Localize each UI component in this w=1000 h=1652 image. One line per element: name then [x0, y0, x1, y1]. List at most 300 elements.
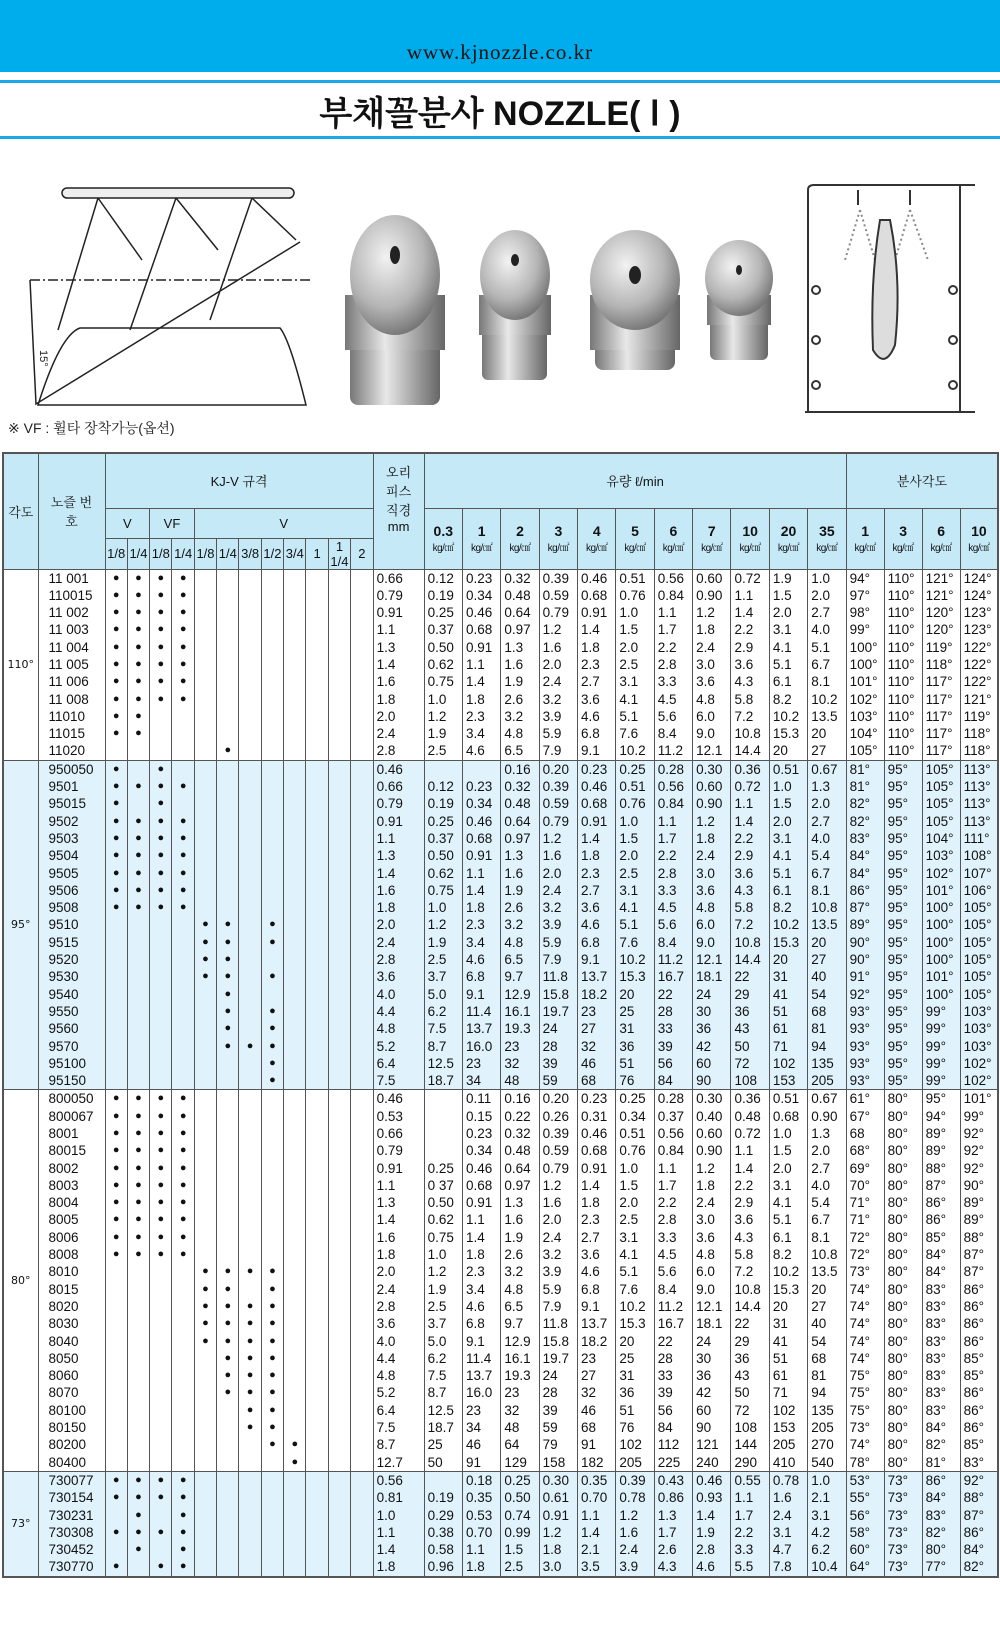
orifice-diameter: 0.91 [373, 813, 424, 830]
flow-value: 11.8 [539, 968, 577, 985]
available-dot: ● [105, 778, 127, 795]
spray-angle-value: 105° [846, 742, 884, 760]
size-cell [239, 1177, 261, 1194]
flow-value: 32 [578, 1038, 616, 1055]
flow-value: 2.8 [654, 865, 692, 882]
size-cell [351, 760, 373, 778]
orifice-diameter: 7.5 [373, 1419, 424, 1436]
flow-value: 43 [731, 1020, 769, 1037]
spray-angle-value: 86° [960, 1298, 998, 1315]
available-dot: ● [261, 1298, 283, 1315]
table-row [3, 621, 998, 638]
spray-angle-value: 105° [960, 916, 998, 933]
size-cell [194, 621, 216, 638]
flow-value: 3.9 [616, 1558, 654, 1576]
size-cell [239, 621, 261, 638]
table-row [3, 1108, 998, 1125]
size-cell [261, 1142, 283, 1159]
size-cell [328, 760, 350, 778]
size-cell [306, 569, 328, 587]
flow-value: 51 [769, 1350, 807, 1367]
flow-value: 10.4 [808, 1558, 846, 1576]
spray-angle-value: 84° [922, 1246, 960, 1263]
size-cell [306, 1160, 328, 1177]
nozzle-number: 9508 [38, 899, 105, 916]
spray-angle-value: 119° [922, 639, 960, 656]
spray-angle-value: 113° [960, 813, 998, 830]
size-cell [351, 1177, 373, 1194]
table-row [3, 760, 998, 778]
table-row [3, 1020, 998, 1037]
size-cell [261, 1211, 283, 1228]
flow-value: 0.62 [424, 865, 462, 882]
flow-value: 9.7 [501, 1315, 539, 1332]
flow-value: 0.37 [424, 621, 462, 638]
flow-value: 2.2 [654, 639, 692, 656]
size-cell [306, 1246, 328, 1263]
flow-value: 102 [616, 1436, 654, 1453]
size-cell [217, 847, 239, 864]
size-cell [172, 1367, 194, 1384]
flow-value: 0.60 [693, 778, 731, 795]
flow-value: 6.8 [578, 934, 616, 951]
available-dot: ● [105, 1125, 127, 1142]
table-row [3, 708, 998, 725]
flow-value: 1.6 [501, 1211, 539, 1228]
size-cell [239, 1003, 261, 1020]
flow-value: 2.4 [539, 882, 577, 899]
flow-value: 0.48 [501, 795, 539, 812]
table-row [3, 1072, 998, 1090]
flow-value: 18.7 [424, 1072, 462, 1090]
available-dot: ● [105, 760, 127, 778]
flow-value: 0.76 [616, 1142, 654, 1159]
size-cell [328, 1090, 350, 1108]
size-cell [351, 830, 373, 847]
flow-value: 0.30 [693, 760, 731, 778]
available-dot: ● [105, 1524, 127, 1541]
spray-angle-value: 71° [846, 1194, 884, 1211]
flow-value: 10.8 [731, 725, 769, 742]
size-cell [261, 1489, 283, 1506]
size-cell [239, 1524, 261, 1541]
spray-angle-value: 119° [960, 708, 998, 725]
size-cell [150, 1298, 172, 1315]
spray-angle-value: 102° [960, 1055, 998, 1072]
available-dot: ● [127, 587, 149, 604]
flow-value: 0.97 [501, 1177, 539, 1194]
size-cell [351, 1072, 373, 1090]
size-cell [261, 621, 283, 638]
spray-angle-value: 74° [846, 1333, 884, 1350]
size-cell [105, 986, 127, 1003]
spray-angle-value: 105° [922, 760, 960, 778]
spray-angle-value: 72° [846, 1229, 884, 1246]
flow-value: 1.5 [616, 1177, 654, 1194]
available-dot: ● [261, 1072, 283, 1090]
size-cell [351, 1350, 373, 1367]
size-cell [328, 639, 350, 656]
available-dot: ● [150, 604, 172, 621]
flow-value: 29 [731, 1333, 769, 1350]
spray-angle-value: 110° [884, 691, 922, 708]
size-cell [239, 691, 261, 708]
flow-value: 0.91 [462, 1194, 500, 1211]
flow-value: 34 [462, 1072, 500, 1090]
size-cell [194, 639, 216, 656]
flow-value: 0.12 [424, 569, 462, 587]
spray-angle-value: 88° [922, 1160, 960, 1177]
spray-angle-value: 85° [922, 1229, 960, 1246]
size-cell [127, 1263, 149, 1280]
size-cell [217, 1507, 239, 1524]
size-cell [239, 1090, 261, 1108]
size-cell [328, 1055, 350, 1072]
size-cell [328, 847, 350, 864]
size-cell [306, 882, 328, 899]
flow-value: 0.36 [731, 1090, 769, 1108]
spray-angle-value: 95° [884, 795, 922, 812]
flow-value: 1.7 [654, 1524, 692, 1541]
flow-value: 144 [731, 1436, 769, 1453]
spray-angle-value: 95° [884, 934, 922, 951]
flow-value: 0.34 [462, 1142, 500, 1159]
nozzle-number: 80015 [38, 1142, 105, 1159]
size-cell [284, 1298, 306, 1315]
flow-value: 2.5 [424, 742, 462, 760]
flow-value: 13.7 [462, 1367, 500, 1384]
flow-value: 18.1 [693, 1315, 731, 1332]
spray-angle-value: 83° [922, 1384, 960, 1401]
size-cell [105, 1367, 127, 1384]
available-dot: ● [150, 621, 172, 638]
flow-value: 0.32 [501, 778, 539, 795]
flow-value: 0.30 [693, 1090, 731, 1108]
website-url: www.kjnozzle.co.kr [406, 40, 594, 64]
size-cell [261, 1246, 283, 1263]
available-dot: ● [105, 1142, 127, 1159]
flow-value: 1.0 [424, 899, 462, 916]
flow-value: 0.50 [424, 639, 462, 656]
flow-value: 2.4 [693, 847, 731, 864]
available-dot: ● [105, 1229, 127, 1246]
orifice-diameter: 7.5 [373, 1072, 424, 1090]
flow-value: 3.6 [731, 656, 769, 673]
flow-value: 1.6 [769, 1489, 807, 1506]
spray-angle-value: 86° [960, 1384, 998, 1401]
flow-value: 32 [501, 1402, 539, 1419]
flow-value: 22 [654, 1333, 692, 1350]
size-cell [239, 725, 261, 742]
flow-value: 0.36 [731, 760, 769, 778]
spray-angle-value: 122° [960, 639, 998, 656]
flow-pressure-header [501, 508, 539, 569]
size-cell [328, 587, 350, 604]
size-cell [328, 882, 350, 899]
flow-value: 2.9 [731, 639, 769, 656]
size-cell [194, 1090, 216, 1108]
size-cell [328, 1524, 350, 1541]
header-nozzle-number: 노즐 번호 [38, 453, 105, 569]
size-cell [306, 1384, 328, 1401]
size-cell [306, 1367, 328, 1384]
spray-angle-value: 73° [884, 1471, 922, 1489]
size-cell [351, 673, 373, 690]
flow-value: 19.7 [539, 1003, 577, 1020]
size-cell [351, 1090, 373, 1108]
flow-value: 28 [654, 1003, 692, 1020]
flow-value: 5.0 [424, 1333, 462, 1350]
pressure-value: 10 [971, 523, 987, 539]
spray-angle-value: 118° [960, 742, 998, 760]
flow-value: 34 [462, 1419, 500, 1436]
flow-value: 2.2 [731, 1524, 769, 1541]
flow-value: 4.6 [462, 951, 500, 968]
spray-angle-value: 99° [922, 1055, 960, 1072]
flow-value: 2.0 [616, 847, 654, 864]
flow-value: 0.25 [424, 813, 462, 830]
flow-value: 3.2 [501, 1263, 539, 1280]
pressure-value: 7 [707, 523, 716, 539]
available-dot: ● [172, 621, 194, 638]
flow-value: 3.0 [693, 1211, 731, 1228]
size-cell [217, 1055, 239, 1072]
size-cell [284, 847, 306, 864]
nozzle-number: 80100 [38, 1402, 105, 1419]
size-cell [306, 1003, 328, 1020]
flow-value: 20 [808, 725, 846, 742]
size-cell [194, 569, 216, 587]
spray-angle-value: 82° [922, 1436, 960, 1453]
spray-angle-value: 95° [884, 847, 922, 864]
flow-value: 0.20 [539, 760, 577, 778]
table-row [3, 1003, 998, 1020]
size-cell [328, 1246, 350, 1263]
available-dot: ● [150, 1108, 172, 1125]
flow-value: 0.34 [616, 1108, 654, 1125]
spray-angle-value: 110° [884, 673, 922, 690]
spray-angle-value: 110° [884, 708, 922, 725]
size-cell [328, 916, 350, 933]
pressure-unit: kg/㎠ [854, 543, 876, 554]
flow-value: 2.3 [578, 1211, 616, 1228]
flow-pressure-header [539, 508, 577, 569]
size-cell [351, 1471, 373, 1489]
flow-value: 1.6 [539, 639, 577, 656]
available-dot: ● [105, 1160, 127, 1177]
size-cell [284, 830, 306, 847]
flow-value: 0.51 [616, 1125, 654, 1142]
spray-angle-value: 95° [884, 760, 922, 778]
spray-angle-value: 93° [846, 1003, 884, 1020]
flow-value: 7.9 [539, 742, 577, 760]
spray-angle-value: 122° [960, 656, 998, 673]
flow-value: 6.7 [808, 865, 846, 882]
orifice-diameter: 1.4 [373, 656, 424, 673]
orifice-diameter: 4.4 [373, 1350, 424, 1367]
flow-value: 0.23 [578, 760, 616, 778]
size-cell [351, 742, 373, 760]
flow-value: 0.37 [424, 830, 462, 847]
size-cell [306, 1471, 328, 1489]
spray-angle-value: 102° [960, 1072, 998, 1090]
flow-value: 1.1 [731, 587, 769, 604]
size-cell [306, 934, 328, 951]
flow-value: 1.9 [501, 1229, 539, 1246]
size-cell [328, 1402, 350, 1419]
spray-angle-value: 105° [960, 951, 998, 968]
flow-value: 25 [424, 1436, 462, 1453]
size-cell [239, 569, 261, 587]
flow-value: 3.6 [731, 865, 769, 882]
nozzle-number: 95015 [38, 795, 105, 812]
spray-angle-value: 99° [846, 621, 884, 638]
size-cell [306, 830, 328, 847]
orifice-diameter: 1.8 [373, 691, 424, 708]
size-cell [217, 691, 239, 708]
size-cell [217, 621, 239, 638]
flow-value: 28 [539, 1038, 577, 1055]
table-row [3, 1246, 998, 1263]
size-cell [284, 760, 306, 778]
available-dot: ● [172, 813, 194, 830]
flow-value: 121 [693, 1436, 731, 1453]
flow-value: 0.15 [462, 1108, 500, 1125]
size-cell [306, 1211, 328, 1228]
available-dot: ● [150, 1177, 172, 1194]
size-cell [194, 1160, 216, 1177]
flow-value: 11.2 [654, 1298, 692, 1315]
flow-value: 6.0 [693, 1263, 731, 1280]
spray-angle-value: 120° [922, 621, 960, 638]
flow-value: 0.43 [654, 1471, 692, 1489]
size-cell [217, 795, 239, 812]
size-cell [127, 951, 149, 968]
flow-value: 81 [808, 1367, 846, 1384]
flow-value: 6.7 [808, 656, 846, 673]
size-cell [351, 934, 373, 951]
size-cell [328, 1350, 350, 1367]
flow-value: 3.2 [501, 708, 539, 725]
nozzle-number: 80200 [38, 1436, 105, 1453]
size-cell [351, 1558, 373, 1576]
flow-value: 2.5 [501, 1558, 539, 1576]
flow-value: 24 [693, 986, 731, 1003]
size-cell [150, 1281, 172, 1298]
spray-angle-value: 75° [846, 1384, 884, 1401]
flow-pressure-header [654, 508, 692, 569]
flow-value: 0.12 [424, 778, 462, 795]
size-cell [194, 1402, 216, 1419]
available-dot: ● [127, 1507, 149, 1524]
flow-value: 2.5 [424, 1298, 462, 1315]
flow-value: 0.67 [808, 1090, 846, 1108]
flow-value: 7.2 [731, 708, 769, 725]
size-cell [261, 986, 283, 1003]
spray-angle-value: 86° [960, 1333, 998, 1350]
spray-angle-value: 95° [884, 899, 922, 916]
orifice-diameter: 0.66 [373, 569, 424, 587]
size-cell [351, 1507, 373, 1524]
available-dot: ● [150, 569, 172, 587]
available-dot: ● [105, 673, 127, 690]
flow-value: 5.6 [654, 1263, 692, 1280]
size-cell [217, 1454, 239, 1472]
flow-value [424, 1090, 462, 1108]
table-row [3, 1125, 998, 1142]
size-cell [239, 1160, 261, 1177]
flow-value: 4.2 [808, 1524, 846, 1541]
flow-value: 0.59 [539, 795, 577, 812]
size-cell [306, 1194, 328, 1211]
size-cell [172, 795, 194, 812]
size-cell [194, 1038, 216, 1055]
flow-value: 3.1 [769, 1524, 807, 1541]
header-banner [0, 0, 1000, 72]
available-dot: ● [105, 813, 127, 830]
size-cell [306, 1315, 328, 1332]
spray-angle-value: 94° [846, 569, 884, 587]
flow-value: 3.6 [578, 691, 616, 708]
flow-value: 1.8 [693, 1177, 731, 1194]
flow-value: 8.7 [424, 1384, 462, 1401]
size-cell [239, 986, 261, 1003]
flow-value: 20 [616, 1333, 654, 1350]
size-cell [150, 1367, 172, 1384]
size-cell [351, 1211, 373, 1228]
nozzle-number: 80150 [38, 1419, 105, 1436]
size-cell [194, 1055, 216, 1072]
size-cell [194, 742, 216, 760]
flow-value: 0.68 [578, 795, 616, 812]
size-cell [217, 1419, 239, 1436]
available-dot: ● [194, 1263, 216, 1280]
orifice-diameter: 1.1 [373, 621, 424, 638]
size-cell [284, 1090, 306, 1108]
flow-value: 23 [578, 1350, 616, 1367]
available-dot: ● [105, 691, 127, 708]
size-cell [217, 760, 239, 778]
size-cell [328, 604, 350, 621]
available-dot: ● [150, 882, 172, 899]
table-row [3, 934, 998, 951]
orifice-diameter: 8.7 [373, 1436, 424, 1453]
size-cell [217, 778, 239, 795]
table-row [3, 951, 998, 968]
flow-value: 4.1 [616, 1246, 654, 1263]
table-row [3, 899, 998, 916]
spray-pressure-header [960, 508, 998, 569]
spray-angle-value: 99° [922, 1038, 960, 1055]
size-cell [306, 986, 328, 1003]
available-dot: ● [172, 587, 194, 604]
available-dot: ● [105, 1471, 127, 1489]
size-cell [150, 1402, 172, 1419]
orifice-diameter: 1.6 [373, 882, 424, 899]
spray-angle-value: 55° [846, 1489, 884, 1506]
flow-value: 0.35 [578, 1471, 616, 1489]
size-cell [172, 1454, 194, 1472]
table-row [3, 916, 998, 933]
flow-value: 30 [693, 1003, 731, 1020]
available-dot: ● [194, 1298, 216, 1315]
spray-angle-value: 86° [922, 1471, 960, 1489]
size-cell [239, 916, 261, 933]
nozzle-number: 95100 [38, 1055, 105, 1072]
spray-angle-value: 92° [846, 986, 884, 1003]
size-cell [127, 1402, 149, 1419]
spray-angle-value: 93° [846, 1038, 884, 1055]
